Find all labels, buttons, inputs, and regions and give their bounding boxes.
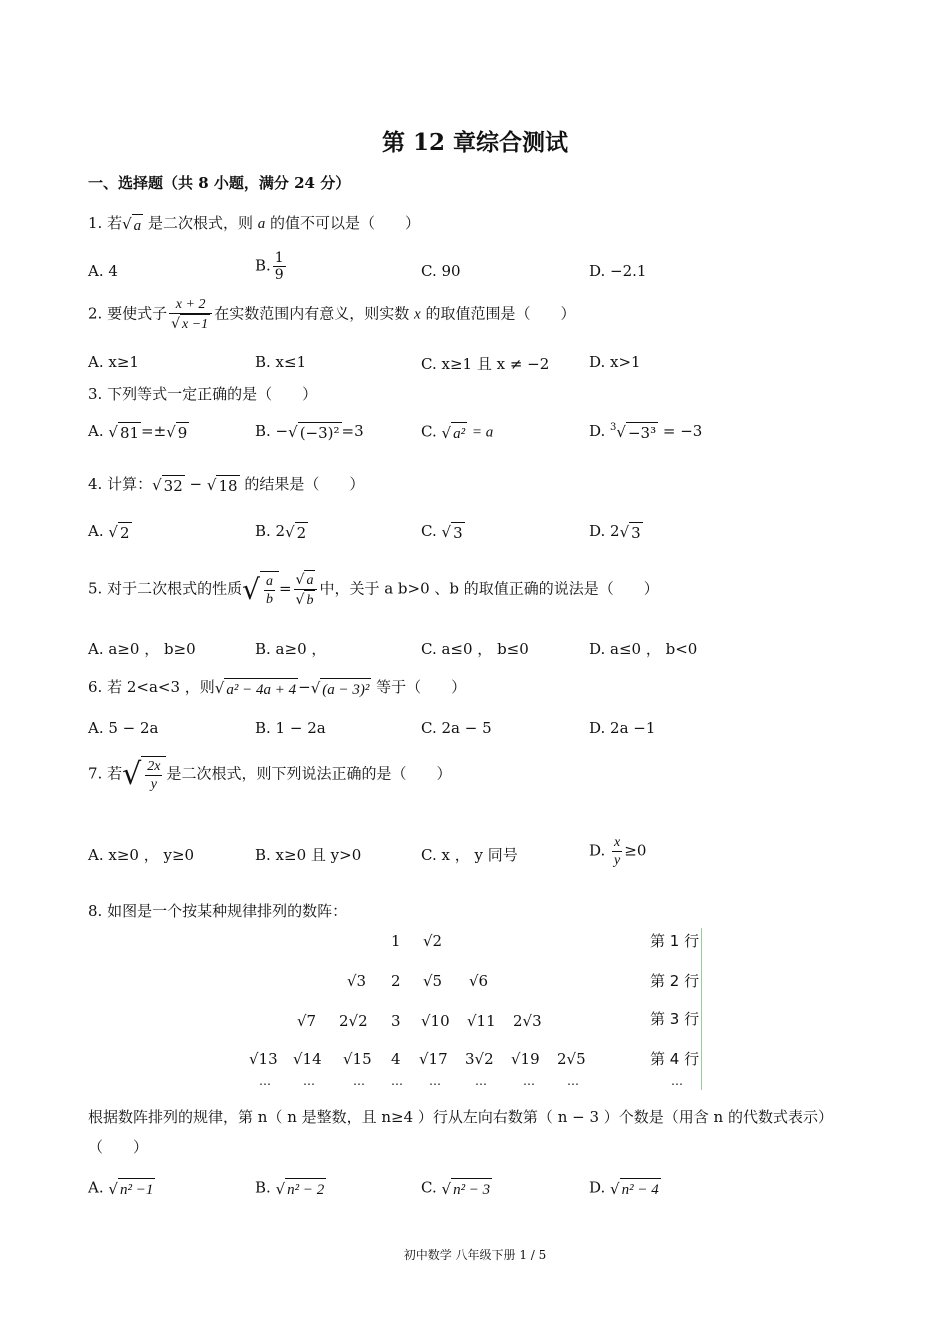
matrix-cell: 1: [391, 932, 401, 950]
q4-option-d: D. 2√ 3: [589, 522, 641, 542]
matrix-cell: 2: [391, 972, 401, 990]
q3-option-c: C. √ a² = a: [421, 422, 494, 442]
row-label: 第 3 行: [650, 1010, 700, 1028]
row-label: 第 4 行: [650, 1050, 700, 1068]
question-2: 2. 要使式子 $\frac{x + 2}{√ x -1}$ 在实数范围内有意义，则实数 x 的取值范围是（ ）: [88, 297, 576, 333]
matrix-cell: √3: [347, 972, 367, 990]
q2-option-d: D. x>1: [589, 353, 641, 371]
matrix-cell: √15: [343, 1050, 372, 1068]
question-1: 1. 若√ a 是二次根式，则 a 的值不可以是（ ）: [88, 214, 421, 234]
question-5: 5. 对于二次根式的性质√ $\frac{a}{b}$ = $\frac{√ a}{√ b}$ 中，关于 a b>0 、b 的取值正确的说法是（ ）: [88, 571, 659, 609]
question-7: 7. 若√ $\frac{2x}{y}$ 是二次根式，则下列说法正确的是（ ）: [88, 757, 452, 793]
q5-option-a: A. a≥0 ， b≥0: [88, 640, 196, 658]
q5-option-d: D. a≤0 ， b<0: [589, 640, 698, 658]
question-8-prompt: 根据数阵排列的规律，第 n（ n 是整数，且 n≥4 ）行从左向右数第（ n − 3 ）个数是（用含 n 的代数式表示）: [88, 1108, 833, 1126]
q6-option-c: C. 2a − 5: [421, 719, 492, 737]
q6-option-a: A. 5 − 2a: [88, 719, 159, 737]
matrix-cell: 2√3: [513, 1012, 542, 1030]
q4-option-b: B. 2√ 2: [255, 522, 307, 542]
page-title: 第 12 章综合测试: [381, 129, 569, 156]
matrix-cell: 4: [391, 1050, 401, 1068]
q8-option-b: B. √ n² − 2: [255, 1178, 325, 1198]
matrix-cell: 3: [391, 1012, 401, 1030]
matrix-cell: √11: [467, 1012, 496, 1030]
matrix-cell: √13: [249, 1050, 278, 1068]
ellipsis: …: [429, 1074, 441, 1088]
ellipsis: …: [475, 1074, 487, 1088]
q8-option-a: A. √ n² −1: [88, 1178, 154, 1198]
q1-option-b: B. $\frac{1}{9}$: [255, 250, 284, 284]
question-8: 8. 如图是一个按某种规律排列的数阵：: [88, 902, 348, 920]
matrix-cell: √6: [469, 972, 489, 990]
q2-option-b: B. x≤1: [255, 353, 307, 371]
q3-option-d: D. $^3$√ −3³ = −3: [589, 422, 703, 442]
matrix-cell: √10: [421, 1012, 450, 1030]
q2-option-c: C. x≥1 且 x ≠ −2: [421, 355, 550, 373]
q7-option-a: A. x≥0 ， y≥0: [88, 846, 195, 864]
q1-option-a: A. 4: [88, 262, 118, 280]
question-3: 3. 下列等式一定正确的是（ ）: [88, 385, 318, 403]
sqrt: √ a: [122, 215, 142, 234]
q8-option-c: C. √ n² − 3: [421, 1178, 491, 1198]
row-label: 第 1 行: [650, 932, 700, 950]
question-6: 6. 若 2<a<3 ，则√ a² − 4a + 4 −√ (a − 3)² 等于（ ）: [88, 678, 467, 698]
ellipsis: …: [303, 1074, 315, 1088]
section-heading: 一、选择题（共 8 小题，满分 24 分）: [88, 174, 351, 192]
q1-option-d: D. −2.1: [589, 262, 647, 280]
q7-option-c: C. x ， y 同号: [421, 846, 518, 864]
q5-option-c: C. a≤0 ， b≤0: [421, 640, 529, 658]
ellipsis: …: [391, 1074, 403, 1088]
number-matrix: [245, 928, 705, 1090]
matrix-divider: [701, 928, 702, 1090]
question-4: 4. 计算：√ 32 − √ 18 的结果是（ ）: [88, 475, 365, 495]
matrix-cell: 2√5: [557, 1050, 586, 1068]
row-label: 第 2 行: [650, 972, 700, 990]
page-footer: 初中数学 八年级下册 1 / 5: [403, 1248, 547, 1262]
q8-option-d: D. √ n² − 4: [589, 1178, 659, 1198]
q7-option-b: B. x≥0 且 y>0: [255, 846, 362, 864]
matrix-cell: 2√2: [339, 1012, 368, 1030]
ellipsis: …: [259, 1074, 271, 1088]
matrix-cell: √7: [297, 1012, 317, 1030]
ellipsis: …: [353, 1074, 365, 1088]
q7-option-d: D. $\frac{x}{y}$ ≥0: [589, 835, 647, 869]
answer-paren: （ ）: [88, 1138, 149, 1156]
q5-option-b: B. a≥0 ，: [255, 640, 327, 658]
q3-option-a: A. √ 81 =±√ 9: [88, 422, 188, 442]
q2-option-a: A. x≥1: [88, 353, 139, 371]
matrix-cell: √5: [423, 972, 443, 990]
q6-option-b: B. 1 − 2a: [255, 719, 326, 737]
matrix-cell: √2: [423, 932, 443, 950]
q1-option-c: C. 90: [421, 262, 461, 280]
ellipsis: …: [671, 1074, 683, 1088]
ellipsis: …: [567, 1074, 579, 1088]
matrix-cell: √17: [419, 1050, 448, 1068]
q6-option-d: D. 2a −1: [589, 719, 656, 737]
q3-option-b: B. −√ (−3)² =3: [255, 422, 364, 442]
matrix-cell: √19: [511, 1050, 540, 1068]
q4-option-c: C. √ 3: [421, 522, 463, 542]
ellipsis: …: [523, 1074, 535, 1088]
matrix-cell: 3√2: [465, 1050, 494, 1068]
matrix-cell: √14: [293, 1050, 322, 1068]
q4-option-a: A. √ 2: [88, 522, 130, 542]
